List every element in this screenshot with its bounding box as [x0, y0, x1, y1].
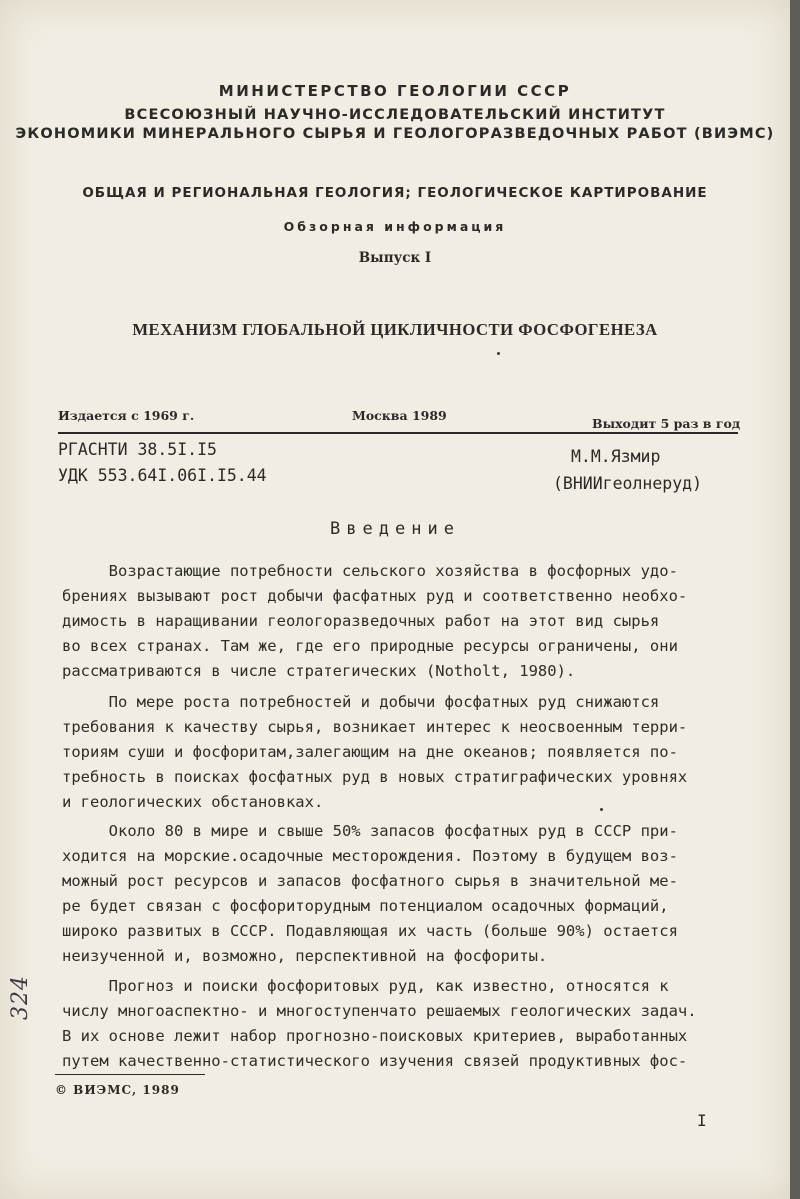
- body-line: неизученной и, возможно, перспективной на фосфориты.: [62, 947, 548, 965]
- publication-since: Издается с 1969 г.: [58, 408, 195, 423]
- body-line: брениях вызывают рост добычи фасфатных руд и соответственно необхо-: [62, 587, 688, 605]
- publication-place-year: Москва 1989: [352, 408, 447, 423]
- body-line: требность в поисках фосфатных руд в новых стратиграфических уровнях: [62, 768, 688, 786]
- institute-line-1: ВСЕСОЮЗНЫЙ НАУЧНО-ИССЛЕДОВАТЕЛЬСКИЙ ИНСТИТУТ: [124, 107, 666, 123]
- publication-frequency: Выходит 5 раз в год: [592, 416, 741, 431]
- header-rule: [58, 432, 738, 434]
- body-line: путем качественно-статистического изучения связей продуктивных фос-: [62, 1052, 688, 1070]
- rgasnti-code: РГАСНТИ 38.5I.I5: [58, 440, 217, 459]
- author-affiliation: (ВНИИгеолнеруд): [553, 474, 703, 493]
- page-number: I: [697, 1111, 707, 1130]
- issue-number: Выпуск I: [358, 250, 432, 266]
- body-line: рассматриваются в числе стратегических (Notholt, 1980).: [62, 662, 576, 680]
- body-line: во всех странах. Там же, где его природные ресурсы ограничены, они: [62, 637, 678, 655]
- body-line: можный рост ресурсов и запасов фосфатного сырья в значительной ме-: [62, 872, 678, 890]
- section-heading: Введение: [330, 519, 460, 539]
- body-line: широко развитых в СССР. Подавляющая их часть (больше 90%) остается: [62, 922, 678, 940]
- ink-speck: [600, 808, 603, 811]
- footer-rule: [55, 1074, 205, 1075]
- body-line: ходится на морские.осадочные месторождения. Поэтому в будущем воз-: [62, 847, 678, 865]
- body-line: ре будет связан с фосфориторудным потенциалом осадочных формаций,: [62, 897, 669, 915]
- body-line: Прогноз и поиски фосфоритовых руд, как известно, относятся к: [62, 977, 669, 995]
- body-line: В их основе лежит набор прогнозно-поисковых критериев, выработанных: [62, 1027, 688, 1045]
- body-line: Около 80 в мире и свыше 50% запасов фосфатных руд в СССР при-: [62, 822, 678, 840]
- body-line: ториям суши и фосфоритам,залегающим на дне океанов; появляется по-: [62, 743, 678, 761]
- body-line: числу многоаспектно- и многоступенчато решаемых геологических задач.: [62, 1002, 697, 1020]
- series-heading: ОБЩАЯ И РЕГИОНАЛЬНАЯ ГЕОЛОГИЯ; ГЕОЛОГИЧЕСКОЕ КАРТИРОВАНИЕ: [82, 185, 708, 201]
- scan-background-edge: [790, 0, 800, 1199]
- udk-code: УДК 553.64I.06I.I5.44: [58, 466, 267, 485]
- ink-speck: [497, 352, 500, 355]
- document-title: МЕХАНИЗМ ГЛОБАЛЬНОЙ ЦИКЛИЧНОСТИ ФОСФОГЕНЕЗА: [132, 320, 658, 339]
- body-line: По мере роста потребностей и добычи фосфатных руд снижаются: [62, 693, 660, 711]
- handwritten-number: 324: [8, 975, 33, 1020]
- body-line: Возрастающие потребности сельского хозяйства в фосфорных удо-: [62, 562, 678, 580]
- body-line: димость в наращивании геологоразведочных работ на этот вид сырья: [62, 612, 660, 630]
- ministry-heading: МИНИСТЕРСТВО ГЕОЛОГИИ СССР: [218, 82, 572, 100]
- author-name: М.М.Язмир: [571, 447, 661, 466]
- info-type: Обзорная информация: [283, 219, 507, 234]
- body-line: и геологических обстановках.: [62, 793, 324, 811]
- copyright-notice: © ВИЭМС, 1989: [55, 1083, 180, 1097]
- institute-line-2: ЭКОНОМИКИ МИНЕРАЛЬНОГО СЫРЬЯ И ГЕОЛОГОРАЗВЕДОЧНЫХ РАБОТ (ВИЭМС): [15, 126, 775, 142]
- body-line: требования к качеству сырья, возникает интерес к неосвоенным терри-: [62, 718, 688, 736]
